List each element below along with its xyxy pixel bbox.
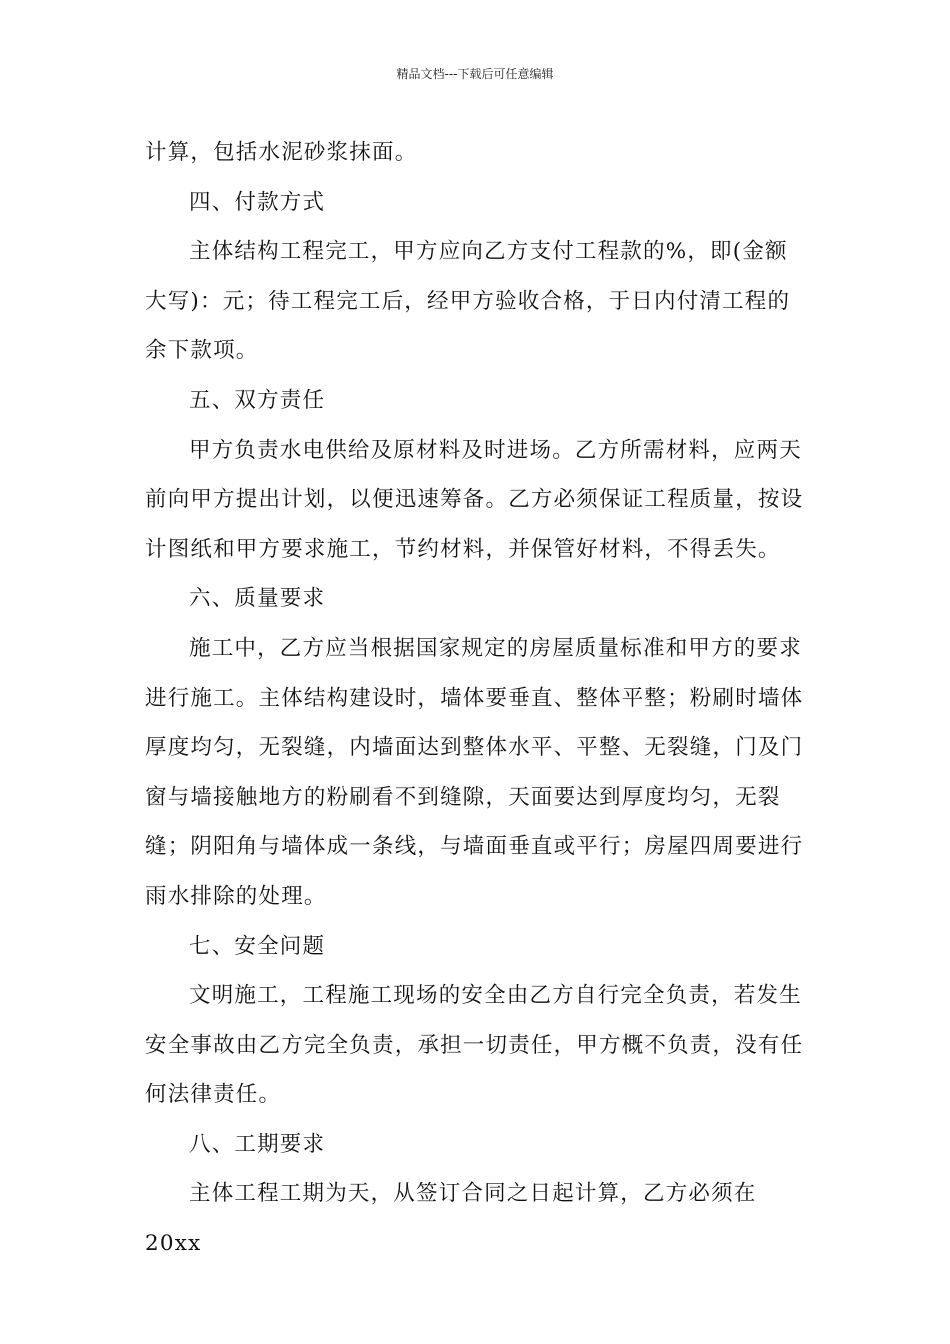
section-heading-schedule: 八、工期要求 — [189, 1131, 326, 1157]
paragraph-responsibilities: 甲方负责水电供给及原材料及时进场。乙方所需材料，应两天前向甲方提出计划，以便迅速筹备。乙方必须保证工程质量，按设计图纸和甲方要求施工，节约材料，并保管好材料，不得丢失。 — [145, 437, 804, 562]
section-heading-safety: 七、安全问题 — [189, 933, 326, 959]
paragraph-payment: 主体结构工程完工，甲方应向乙方支付工程款的%，即(金额大写)：元；待工程完工后，经甲方验收合格，于日内付清工程的余下款项。 — [145, 239, 791, 364]
section-heading-payment: 四、付款方式 — [189, 189, 326, 215]
section-heading-responsibilities: 五、双方责任 — [189, 387, 326, 413]
document-body — [145, 128, 810, 1269]
paragraph-quality: 施工中，乙方应当根据国家规定的房屋质量标准和甲方的要求进行施工。主体结构建设时，墙体要垂直、整体平整；粉刷时墙体厚度均匀，无裂缝，内墙面达到整体水平、平整、无裂缝，门及门窗与墙接触地方的粉刷看不到缝隙，天面要达到厚度均匀，无裂缝；阴阳角与墙体成一条线，与墙面垂直或平行；房屋四周要进行雨水排除的处理。 — [145, 635, 804, 909]
page-header: 精品文档---下载后可任意编辑 — [396, 67, 554, 81]
section-heading-quality: 六、质量要求 — [189, 586, 326, 612]
paragraph-safety: 文明施工，工程施工现场的安全由乙方自行完全负责，若发生安全事故由乙方完全负责，承担一切责任，甲方概不负责，没有任何法律责任。 — [145, 983, 804, 1108]
paragraph-schedule: 主体工程工期为天，从签订合同之日起计算，乙方必须在20xx — [145, 1181, 757, 1257]
paragraph-continuation: 计算，包括水泥砂浆抹面。 — [145, 140, 418, 165]
